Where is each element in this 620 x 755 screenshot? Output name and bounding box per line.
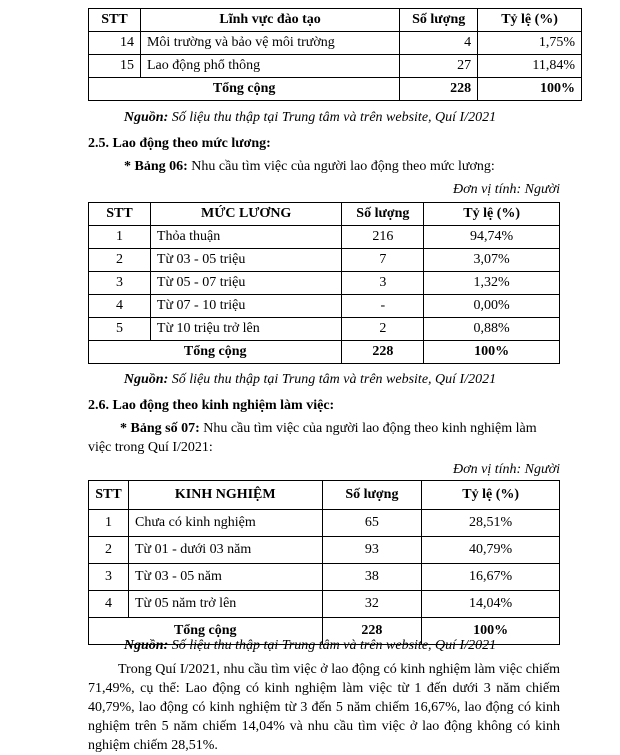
table-total-row [89,78,582,101]
cell-field: Lao động phổ thông [140,55,399,78]
cell-stt: 2 [89,249,151,272]
table-row [89,591,560,618]
table-row [89,510,560,537]
table-row [89,537,560,564]
cell-percent: 3,07% [424,249,560,272]
cell-stt: 3 [89,272,151,295]
cell-stt: 5 [89,318,151,341]
col-header-field: Lĩnh vực đào tạo [140,9,399,32]
cell-percent: 1,75% [478,32,582,55]
table-row [89,318,560,341]
cell-percent: 16,67% [422,564,560,591]
cell-percent: 28,51% [422,510,560,537]
cell-salary: Từ 10 triệu trở lên [150,318,342,341]
total-label: Tổng cộng [89,341,342,364]
total-count: 228 [342,341,424,364]
col-header-stt: STT [89,203,151,226]
total-percent: 100% [478,78,582,101]
table-row [89,272,560,295]
table-header-row [89,481,560,510]
col-header-percent: Tỷ lệ (%) [422,481,560,510]
table-row [89,226,560,249]
cell-percent: 0,88% [424,318,560,341]
summary-paragraph: Trong Quí I/2021, nhu cầu tìm việc ở lao động có kinh nghiệm làm việc chiếm 71,49%, cụ thể: Lao động có kinh nghiệm làm việc từ 1 đến dưới 3 năm chiếm 40,79%, lao động có kinh nghiệm từ 3 đến 5 năm chiếm 16,67%, lao động có kinh nghiệm trên 5 năm chiếm 14,04% và nhu cầu tìm việc ở lao động không có kinh nghiệm chiếm 28,51%. [88,662,560,753]
cell-stt: 2 [89,537,129,564]
cell-count: 27 [400,55,478,78]
cell-field: Môi trường và bảo vệ môi trường [140,32,399,55]
cell-count: 3 [342,272,424,295]
col-header-percent: Tỷ lệ (%) [478,9,582,32]
cell-stt: 4 [89,591,129,618]
cell-experience: Từ 01 - dưới 03 năm [128,537,322,564]
cell-experience: Chưa có kinh nghiệm [128,510,322,537]
col-header-stt: STT [89,9,141,32]
cell-stt: 1 [89,510,129,537]
col-header-count: Số lượng [342,203,424,226]
cell-count: 4 [400,32,478,55]
table-source-note: Nguồn: Số liệu thu thập tại Trung tâm và trên website, Quí I/2021 [123,372,497,387]
table-row [89,295,560,318]
cell-count: 32 [322,591,422,618]
table-caption-07: * Bảng số 07: Nhu cầu tìm việc của người lao động theo kinh nghiệm làm [120,421,537,436]
unit-note: Đơn vị tính: Người [453,462,560,477]
cell-salary: Thỏa thuận [150,226,342,249]
cell-percent: 94,74% [424,226,560,249]
section-heading-2-5: 2.5. Lao động theo mức lương: [88,136,271,151]
cell-stt: 3 [89,564,129,591]
total-label: Tổng cộng [89,618,323,645]
col-header-count: Số lượng [400,9,478,32]
training-field-table [88,8,582,101]
table-row [89,32,582,55]
table-total-row [89,341,560,364]
cell-count: 38 [322,564,422,591]
col-header-percent: Tỷ lệ (%) [424,203,560,226]
cell-salary: Từ 05 - 07 triệu [150,272,342,295]
cell-stt: 1 [89,226,151,249]
table-source-note: Nguồn: Số liệu thu thập tại Trung tâm và trên website, Quí I/2021 [123,638,497,653]
cell-experience: Từ 03 - 05 năm [128,564,322,591]
cell-count: 7 [342,249,424,272]
cell-count: - [342,295,424,318]
section-heading-2-6: 2.6. Lao động theo kinh nghiệm làm việc: [88,398,335,413]
cell-percent: 11,84% [478,55,582,78]
table-header-row [89,203,560,226]
total-count: 228 [322,618,422,645]
table-row [89,249,560,272]
col-header-salary: MỨC LƯƠNG [150,203,342,226]
cell-stt: 15 [89,55,141,78]
cell-stt: 4 [89,295,151,318]
cell-count: 216 [342,226,424,249]
table-source-note: Nguồn: Số liệu thu thập tại Trung tâm và trên website, Quí I/2021 [123,110,497,125]
table-caption-07-cont: việc trong Quí I/2021: [88,440,213,455]
cell-experience: Từ 05 năm trở lên [128,591,322,618]
total-label: Tổng cộng [89,78,400,101]
cell-percent: 14,04% [422,591,560,618]
col-header-stt: STT [89,481,129,510]
col-header-count: Số lượng [322,481,422,510]
table-row [89,55,582,78]
total-percent: 100% [424,341,560,364]
table-caption-06: * Bảng 06: Nhu cầu tìm việc của người lao động theo mức lương: [124,159,495,174]
cell-percent: 1,32% [424,272,560,295]
cell-salary: Từ 03 - 05 triệu [150,249,342,272]
cell-percent: 0,00% [424,295,560,318]
total-percent: 100% [422,618,560,645]
salary-table [88,202,560,364]
col-header-experience: KINH NGHIỆM [128,481,322,510]
cell-salary: Từ 07 - 10 triệu [150,295,342,318]
cell-stt: 14 [89,32,141,55]
cell-count: 93 [322,537,422,564]
total-count: 228 [400,78,478,101]
table-row [89,564,560,591]
cell-count: 65 [322,510,422,537]
unit-note: Đơn vị tính: Người [453,182,560,197]
table-header-row [89,9,582,32]
experience-table [88,480,560,645]
cell-count: 2 [342,318,424,341]
cell-percent: 40,79% [422,537,560,564]
